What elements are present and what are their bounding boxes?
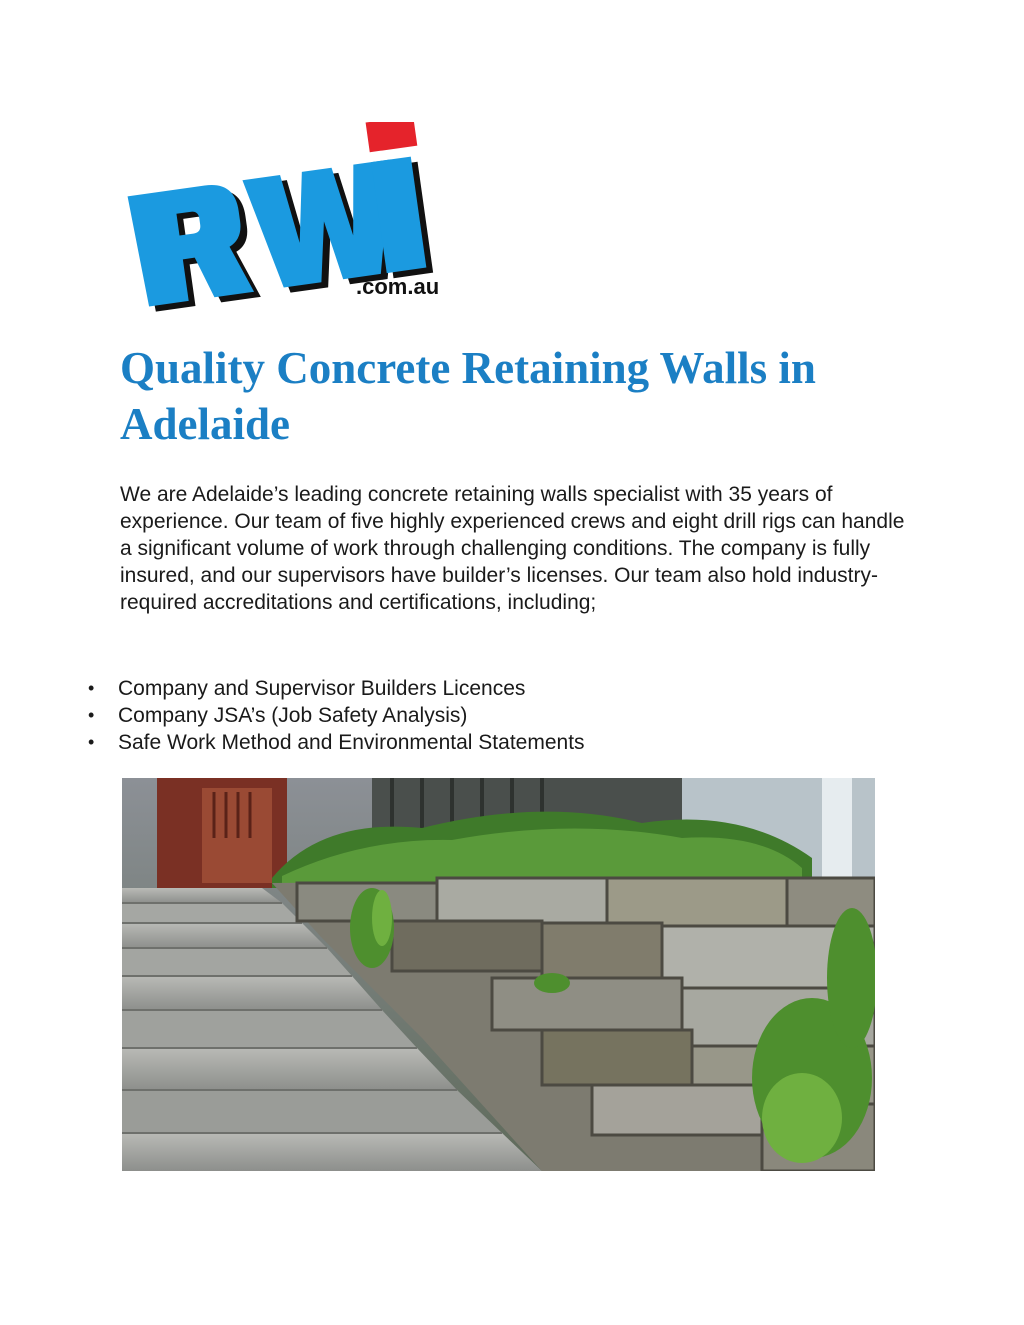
intro-paragraph: We are Adelaide’s leading concrete retaining walls specialist with 35 years of experience. Our team of five highly experienced crews and eight drill rigs can handle a significant volume of work through challenging conditions. The company is fully insured, and our supervisors have builder’s licenses. Our team also hold industry-required accreditations and certifications, including; [120, 483, 905, 614]
bullet-icon: • [88, 705, 95, 725]
bullet-icon: • [88, 732, 95, 752]
bullet-icon: • [88, 678, 95, 698]
page-title: Quality Concrete Retaining Walls in Adelaide [120, 343, 816, 449]
list-item-label: Safe Work Method and Environmental Statements [118, 731, 585, 754]
retaining-wall-photo [122, 778, 875, 1171]
rwi-logo [120, 122, 455, 312]
list-item [84, 729, 585, 756]
accreditations-list [84, 675, 585, 756]
logo-domain: .com.au [356, 274, 440, 299]
list-item-label: Company JSA’s (Job Safety Analysis) [118, 704, 468, 727]
list-item [84, 675, 585, 702]
logo-red-accent [366, 122, 418, 152]
list-item [84, 702, 585, 729]
list-item-label: Company and Supervisor Builders Licences [118, 677, 526, 700]
